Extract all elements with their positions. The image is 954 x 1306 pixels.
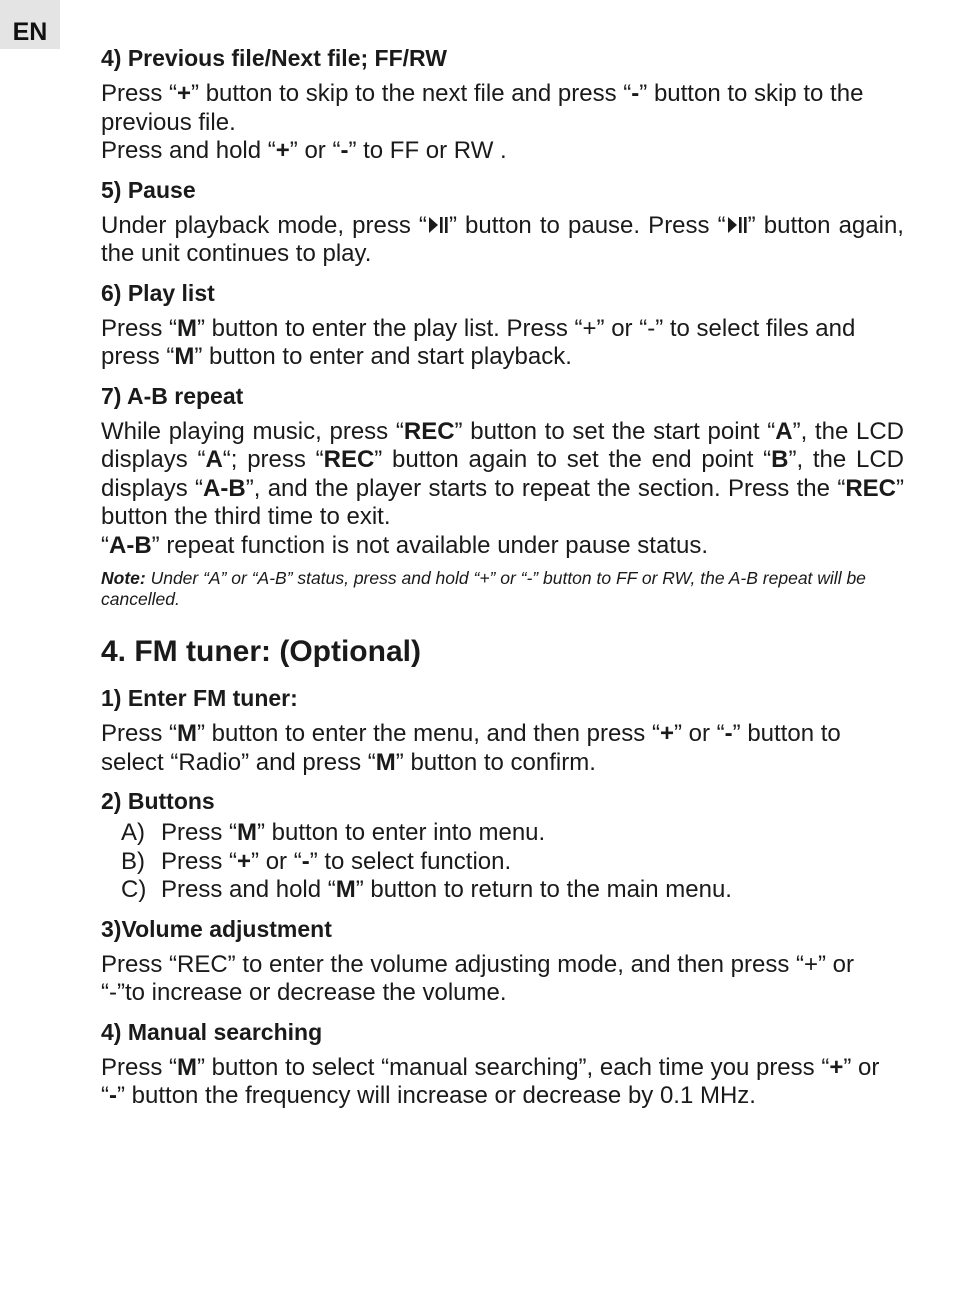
list-marker: A) bbox=[121, 819, 145, 846]
m-key: M bbox=[375, 748, 396, 776]
ab-label: A-B bbox=[203, 474, 246, 502]
heading-volume: 3)Volume adjustment bbox=[101, 915, 332, 942]
m-key: M bbox=[177, 314, 198, 342]
manual-page bbox=[101, 44, 904, 1121]
rec-key: REC bbox=[403, 417, 455, 445]
paragraph-volume: Press “REC” to enter the volume adjusting mode, and then press “+” or “-”to increase or decrease the volume. bbox=[101, 950, 855, 1006]
ab-label: A-B bbox=[109, 531, 152, 559]
list-item: A) Press “M” button to enter into menu. bbox=[101, 819, 904, 848]
plus-key: + bbox=[275, 137, 290, 164]
plus-key: + bbox=[659, 720, 674, 747]
paragraph-play-list: Press “M” button to enter the play list. Press “+” or “-” to select files and press “M” button to enter and start playback. bbox=[101, 314, 856, 370]
rec-key: REC bbox=[845, 474, 896, 502]
list-item: B) Press “+” or “-” to select function. bbox=[101, 848, 904, 877]
paragraph-pause: Under playback mode, press “ ” button to pause. Press “ ” button again, the unit continues to play. bbox=[101, 211, 904, 267]
note-text: Under “A” or “A-B” status, press and hold “+” or “-” button to FF or RW, the A-B repeat will be cancelled. bbox=[101, 568, 866, 609]
heading-manual-searching: 4) Manual searching bbox=[101, 1018, 323, 1045]
list-marker: B) bbox=[121, 847, 145, 875]
m-key: M bbox=[177, 1053, 198, 1081]
heading-play-list: 6) Play list bbox=[101, 279, 215, 306]
paragraph-ab-repeat: While playing music, press “REC” button to set the start point “A”, the LCD displays “A“; press “REC” button again to set the end point “B”, the LCD displays “A-B”, and the player starts to repeat the section. Press the “REC” button the third time to exit. “A-B” repeat function is not available under pause status. bbox=[101, 417, 905, 559]
m-key: M bbox=[335, 876, 356, 903]
heading-previous-next: 4) Previous file/Next file; FF/RW bbox=[101, 45, 447, 71]
plus-key: + bbox=[177, 80, 192, 107]
minus-key: - bbox=[724, 720, 733, 747]
note-label: Note: bbox=[101, 568, 146, 588]
buttons-list bbox=[101, 819, 904, 905]
m-key: M bbox=[177, 720, 198, 747]
rec-key: REC bbox=[323, 446, 375, 473]
heading-pause: 5) Pause bbox=[101, 176, 196, 203]
paragraph-manual-searching: Press “M” button to select “manual searching”, each time you press “+” or “-” button the frequency will increase or decrease by 0.1 MHz. bbox=[101, 1053, 880, 1109]
point-a: A bbox=[775, 417, 793, 445]
paragraph-enter-fm: Press “M” button to enter the menu, and then press “+” or “-” button to select “Radio” and press “M” button to confirm. bbox=[101, 720, 841, 776]
plus-key: + bbox=[237, 847, 252, 875]
play-pause-icon bbox=[427, 216, 449, 234]
paragraph-previous-next: Press “+” button to skip to the next file and press “-” button to skip to the previous file. Press and hold “+” or “-” to FF or RW . bbox=[101, 80, 864, 164]
heading-enter-fm: 1) Enter FM tuner: bbox=[101, 685, 298, 711]
plus-key: + bbox=[829, 1053, 844, 1081]
point-b: B bbox=[771, 446, 789, 473]
m-key: M bbox=[237, 819, 258, 846]
minus-key: - bbox=[340, 137, 349, 164]
list-item: C) Press and hold “M” button to return to the main menu. bbox=[101, 876, 904, 905]
minus-key: - bbox=[301, 847, 310, 875]
m-key: M bbox=[174, 343, 195, 370]
note bbox=[101, 568, 904, 610]
point-a: A bbox=[205, 446, 223, 473]
language-tab: EN bbox=[0, 0, 60, 49]
list-marker: C) bbox=[121, 876, 147, 903]
heading-ab-repeat: 7) A-B repeat bbox=[101, 382, 244, 409]
heading-buttons: 2) Buttons bbox=[101, 788, 215, 814]
minus-key: - bbox=[631, 80, 640, 107]
play-pause-icon bbox=[726, 216, 748, 234]
heading-fm-tuner: 4. FM tuner: (Optional) bbox=[101, 635, 421, 668]
minus-key: - bbox=[109, 1082, 117, 1109]
